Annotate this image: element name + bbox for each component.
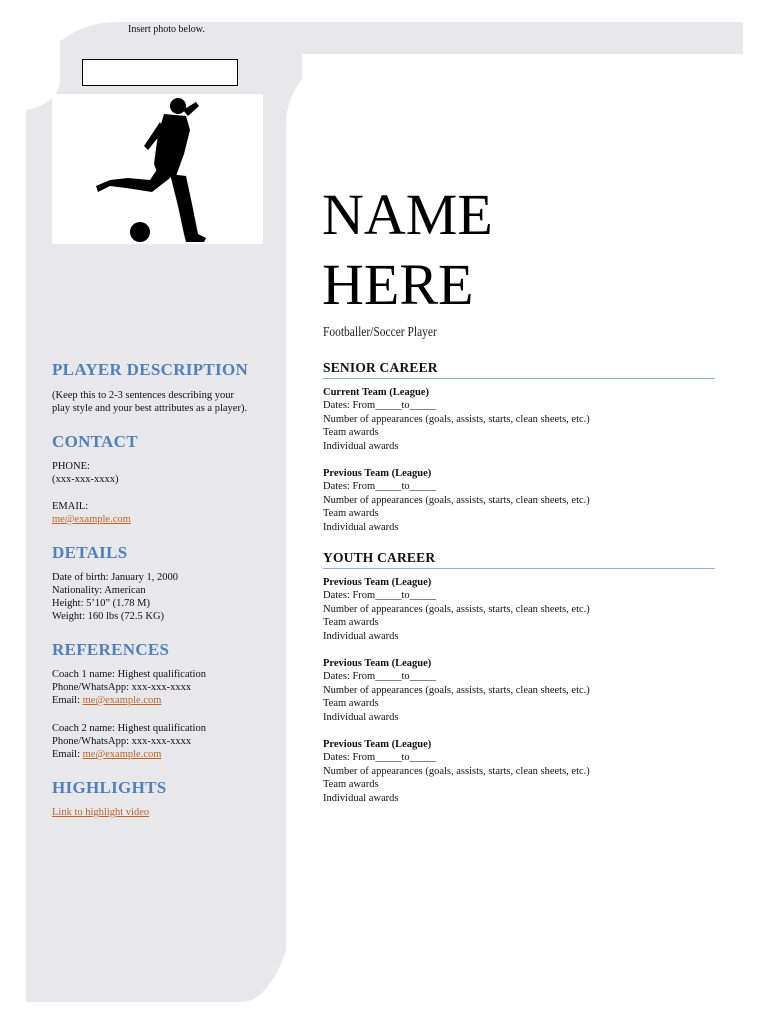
youth-entry-1 [323, 576, 590, 643]
email-link[interactable]: me@example.com [52, 514, 131, 525]
coach-1-email-row [52, 694, 161, 708]
entry-dates: Dates: From_____to_____ [323, 400, 436, 412]
entry-title: Previous Team (League) [323, 468, 432, 479]
entry-title: Previous Team (League) [323, 658, 432, 669]
entry-team-awards: Team awards [323, 698, 379, 710]
entry-appearances: Number of appearances (goals, assists, starts, clean sheets, etc.) [323, 494, 590, 506]
coach-2-name: Coach 2 name: Highest qualification [52, 723, 206, 734]
entry-appearances: Number of appearances (goals, assists, starts, clean sheets, etc.) [323, 765, 590, 777]
youth-career-heading: YOUTH CAREER [323, 550, 436, 565]
entry-dates: Dates: From_____to_____ [323, 671, 436, 683]
references-heading: REFERENCES [52, 640, 170, 659]
coach-1-email-link[interactable]: me@example.com [82, 695, 162, 706]
entry-dates: Dates: From_____to_____ [323, 752, 436, 764]
entry-title: Current Team (League) [323, 387, 429, 398]
youth-career-rule [323, 568, 715, 569]
highlights-heading: HIGHLIGHTS [52, 778, 167, 797]
entry-team-awards: Team awards [323, 427, 379, 439]
entry-individual-awards: Individual awards [323, 521, 399, 533]
contact-heading: CONTACT [52, 432, 138, 451]
entry-team-awards: Team awards [323, 617, 379, 629]
name-line-1: NAME [322, 182, 493, 247]
coach-2-email-link[interactable]: me@example.com [82, 749, 162, 760]
entry-individual-awards: Individual awards [323, 792, 399, 804]
senior-entry-1 [323, 386, 590, 453]
entry-team-awards: Team awards [323, 508, 379, 520]
name-line-2: HERE [322, 252, 474, 317]
senior-career-heading: SENIOR CAREER [323, 360, 438, 375]
height: Height: 5’10” (1.78 M) [52, 598, 150, 609]
date-of-birth: Date of birth: January 1, 2000 [52, 572, 178, 583]
photo-instruction: Insert photo below. [128, 24, 205, 35]
player-photo[interactable] [52, 94, 263, 244]
player-description-line-1: (Keep this to 2-3 sentences describing your [52, 390, 234, 401]
nationality: Nationality: American [52, 585, 146, 596]
coach-1-name: Coach 1 name: Highest qualification [52, 669, 206, 680]
weight: Weight: 160 lbs (72.5 KG) [52, 611, 165, 622]
phone-value: (xxx-xxx-xxxx) [52, 474, 119, 485]
sidebar-notch [0, 0, 60, 110]
entry-title: Previous Team (League) [323, 577, 432, 588]
entry-individual-awards: Individual awards [323, 630, 399, 642]
coach-2-phone: Phone/WhatsApp: xxx-xxx-xxxx [52, 736, 192, 747]
player-description-line-2: play style and your best attributes as a player). [52, 403, 248, 414]
entry-dates: Dates: From_____to_____ [323, 481, 436, 493]
entry-appearances: Number of appearances (goals, assists, starts, clean sheets, etc.) [323, 603, 590, 615]
entry-appearances: Number of appearances (goals, assists, starts, clean sheets, etc.) [323, 413, 590, 425]
youth-entry-3 [323, 738, 590, 805]
top-band [300, 22, 743, 54]
photo-text-box[interactable] [82, 59, 238, 86]
details-heading: DETAILS [52, 543, 128, 562]
youth-entry-2 [323, 657, 590, 724]
entry-appearances: Number of appearances (goals, assists, starts, clean sheets, etc.) [323, 684, 590, 696]
player-subtitle: Footballer/Soccer Player [323, 325, 437, 340]
entry-individual-awards: Individual awards [323, 711, 399, 723]
senior-career-rule [323, 378, 715, 379]
entry-team-awards: Team awards [323, 779, 379, 791]
soccer-player-silhouette-icon [52, 94, 263, 244]
coach-1-email-label: Email: [52, 695, 83, 706]
entry-dates: Dates: From_____to_____ [323, 590, 436, 602]
player-description-heading: PLAYER DESCRIPTION [52, 360, 249, 379]
entry-individual-awards: Individual awards [323, 440, 399, 452]
highlight-video-link[interactable]: Link to highlight video [52, 807, 150, 818]
coach-1-phone: Phone/WhatsApp: xxx-xxx-xxxx [52, 682, 192, 693]
senior-entry-2 [323, 467, 590, 534]
coach-2-email-row [52, 748, 161, 762]
coach-2-email-label: Email: [52, 749, 83, 760]
email-label: EMAIL: [52, 501, 89, 512]
entry-title: Previous Team (League) [323, 739, 432, 750]
phone-label: PHONE: [52, 461, 90, 472]
